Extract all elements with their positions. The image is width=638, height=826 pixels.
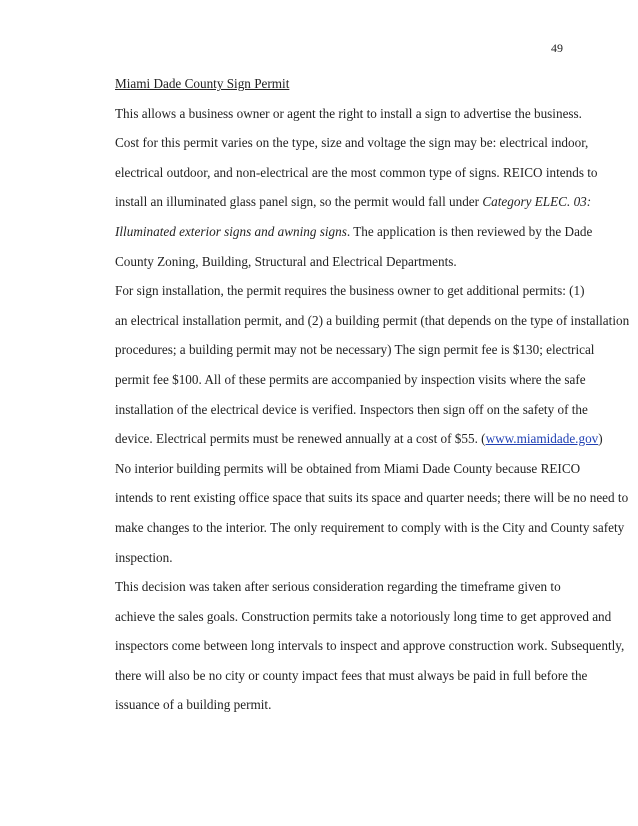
miamidade-link[interactable]: www.miamidade.gov: [485, 431, 599, 447]
text-line: installation of the electrical device is verified. Inspectors then sign off on the safety of the: [115, 401, 588, 417]
page-number: 49: [551, 41, 563, 55]
text-line: No interior building permits will be obtained from Miami Dade County because REICO: [115, 460, 581, 476]
text-line: an electrical installation permit, and (2) a building permit (that depends on the type of installation: [115, 312, 630, 328]
text-line: County Zoning, Building, Structural and Electrical Departments.: [115, 253, 457, 269]
text-line: inspection.: [115, 549, 173, 565]
text-line: permit fee $100. All of these permits are accompanied by inspection visits where the safe: [115, 371, 586, 387]
paragraph-sign-installation: [75, 276, 630, 454]
category-reference: Illuminated exterior signs and awning signs: [115, 223, 347, 239]
document-body: [75, 69, 630, 720]
category-reference: Category ELEC. 03:: [482, 194, 592, 210]
paragraph-sign-permit: [75, 99, 598, 277]
text-line: there will also be no city or county impact fees that must always be paid in full before the: [115, 667, 588, 683]
paragraph-interior-permits: [75, 454, 629, 572]
text-segment: . The application is then reviewed by the Dade: [346, 223, 593, 239]
text-line: [75, 217, 593, 247]
text-segment: install an illuminated glass panel sign, so the permit would fall under: [115, 194, 483, 210]
text-line: electrical outdoor, and non-electrical are the most common type of signs. REICO intends to: [115, 164, 598, 180]
text-line: make changes to the interior. The only requirement to comply with is the City and County safety: [115, 519, 625, 535]
text-line: issuance of a building permit.: [115, 697, 272, 713]
text-line: This allows a business owner or agent the right to install a sign to advertise the business.: [115, 105, 582, 121]
text-line: procedures; a building permit may not be necessary) The sign permit fee is $130; electrical: [115, 342, 595, 358]
text-line: Cost for this permit varies on the type, size and voltage the sign may be: electrical indoor,: [115, 135, 589, 151]
text-line: achieve the sales goals. Construction permits take a notoriously long time to get approved and: [115, 608, 612, 624]
text-segment: device. Electrical permits must be renewed annually at a cost of $55. (: [115, 431, 486, 447]
text-line: For sign installation, the permit requires the business owner to get additional permits: (1): [115, 283, 585, 299]
section-heading: Miami Dade County Sign Permit: [115, 76, 290, 91]
text-line: intends to rent existing office space that suits its space and quarter needs; there will be no need to: [115, 490, 629, 506]
text-line: inspectors come between long intervals to inspect and approve construction work. Subsequently,: [115, 638, 625, 654]
text-line: [75, 424, 603, 454]
text-line: This decision was taken after serious consideration regarding the timeframe given to: [115, 579, 561, 595]
text-line: [75, 187, 592, 217]
paragraph-decision: [75, 572, 625, 720]
text-segment: ): [598, 431, 603, 447]
